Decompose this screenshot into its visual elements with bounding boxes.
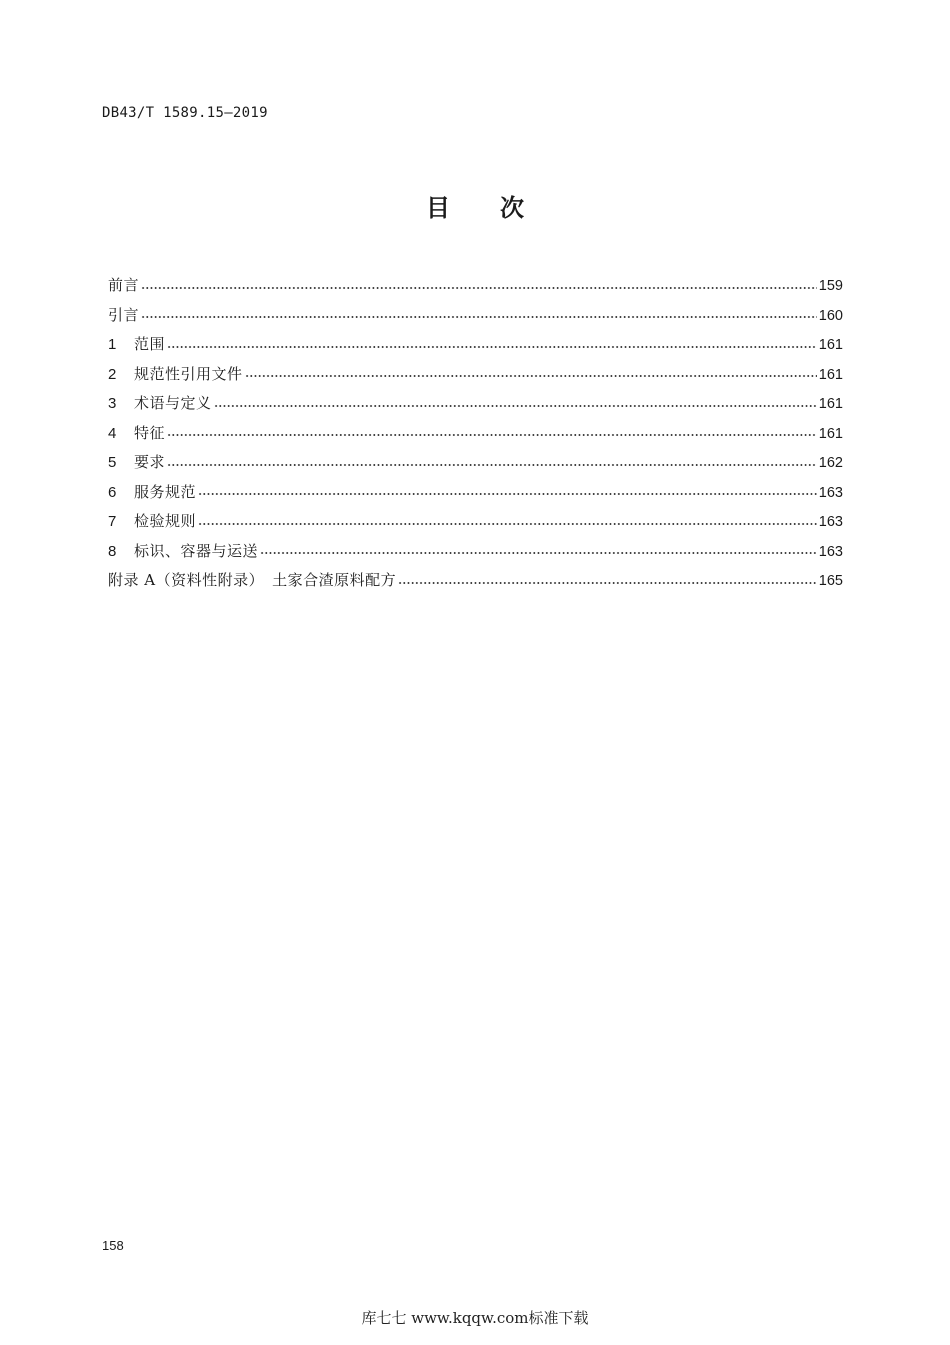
toc-entry-number: 7 xyxy=(108,513,117,530)
toc-entry-label: 服务规范 xyxy=(134,482,197,501)
toc-entry-label: 前言 xyxy=(108,276,140,294)
toc-entry-8[interactable] xyxy=(108,537,843,567)
toc-entry-label: 术语与定义 xyxy=(134,394,212,412)
toc-entry-label: 规范性引用文件 xyxy=(134,364,243,383)
toc-entry-label: 标识、容器与运送 xyxy=(134,541,259,560)
toc-entry-number: 8 xyxy=(108,542,117,560)
toc-entry-page: 163 xyxy=(818,514,843,530)
title-part-2: 次 xyxy=(500,194,524,222)
toc-leader-dots xyxy=(141,316,817,318)
toc-entry-page: 165 xyxy=(818,573,843,589)
toc-entry-label: 要求 xyxy=(134,453,166,471)
title-part-1: 目 xyxy=(426,194,450,222)
toc-entry-6[interactable] xyxy=(108,478,843,508)
toc-entry-introduction[interactable] xyxy=(108,301,843,331)
toc-entry-label: 特征 xyxy=(134,423,166,442)
toc-leader-dots xyxy=(398,582,817,584)
toc-leader-dots xyxy=(167,346,817,348)
toc-entry-page: 162 xyxy=(818,455,843,471)
toc-entry-number: 6 xyxy=(108,483,117,501)
toc-entry-number: 4 xyxy=(108,424,117,442)
standard-code: DB43/T 1589.15—2019 xyxy=(102,105,268,121)
toc-leader-dots xyxy=(167,464,817,466)
toc-entry-number: 3 xyxy=(108,395,117,412)
toc-entry-2[interactable] xyxy=(108,360,843,390)
toc-leader-dots xyxy=(260,552,817,554)
toc-leader-dots xyxy=(245,375,817,377)
toc-leader-dots xyxy=(198,523,817,525)
toc-entry-label: 引言 xyxy=(108,305,140,324)
toc-entry-1[interactable] xyxy=(108,330,843,360)
toc-entry-4[interactable] xyxy=(108,419,843,449)
toc-entry-label: 范围 xyxy=(134,335,166,353)
toc-entry-number: 2 xyxy=(108,365,117,383)
toc-entry-page: 161 xyxy=(818,337,843,353)
toc-leader-dots xyxy=(167,434,817,436)
toc-entry-page: 163 xyxy=(818,543,843,560)
toc-entry-3[interactable] xyxy=(108,389,843,419)
toc-entry-page: 161 xyxy=(818,366,843,383)
toc-entry-page: 161 xyxy=(818,425,843,442)
toc-entry-page: 159 xyxy=(818,278,843,294)
toc-entry-appendix-a[interactable] xyxy=(108,566,843,596)
toc-entry-number: 5 xyxy=(108,454,117,471)
table-of-contents xyxy=(108,271,843,596)
toc-entry-page: 163 xyxy=(818,484,843,501)
toc-entry-5[interactable] xyxy=(108,448,843,478)
toc-entry-foreword[interactable] xyxy=(108,271,843,301)
toc-leader-dots xyxy=(214,405,817,407)
toc-leader-dots xyxy=(141,287,817,289)
page-number: 158 xyxy=(102,1238,124,1253)
toc-entry-7[interactable] xyxy=(108,507,843,537)
page-title xyxy=(0,188,950,223)
toc-entry-page: 161 xyxy=(818,396,843,412)
toc-entry-label: 附录 A（资料性附录） 土家合渣原料配方 xyxy=(108,571,397,589)
toc-entry-number: 1 xyxy=(108,336,117,353)
toc-entry-page: 160 xyxy=(818,307,843,324)
toc-entry-label: 检验规则 xyxy=(134,512,197,530)
toc-leader-dots xyxy=(198,493,817,495)
footer-watermark: 库七七 www.kqqw.com标准下载 xyxy=(361,1309,589,1327)
